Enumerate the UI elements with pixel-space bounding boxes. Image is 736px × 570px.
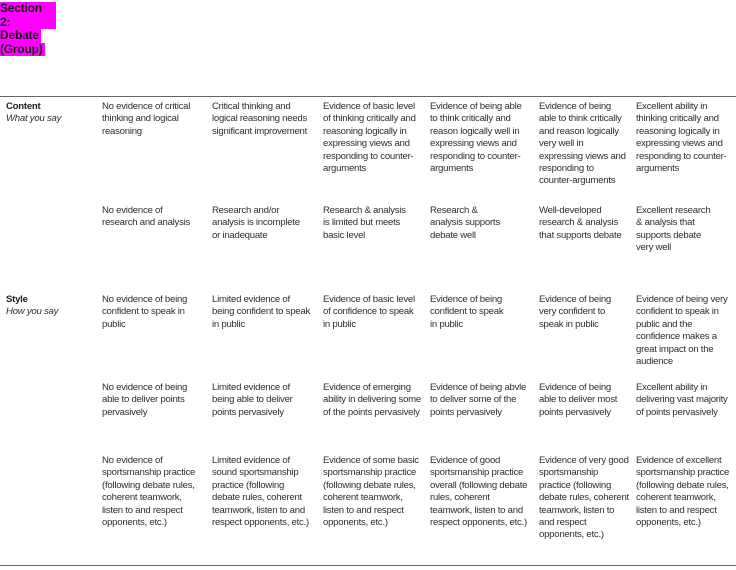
rubric-cell: Evidence of being confident to speak in public <box>430 294 504 330</box>
rubric-cell: Limited evidence of being able to deliver points pervasively <box>212 382 293 418</box>
rubric-cell: No evidence of critical thinking and logical reasoning <box>102 101 191 137</box>
section-title-line: Section 2: <box>0 2 56 29</box>
rubric-cell: No evidence of research and analysis <box>102 205 191 229</box>
category-title: Style <box>6 294 28 305</box>
rubric-cell: Evidence of being able to deliver most points pervasively <box>539 382 618 418</box>
category-style <box>6 294 90 319</box>
rubric-cell: Excellent ability in thinking critically and reasoning logically in expressing views and responding to counter-arguments <box>636 101 727 175</box>
rubric-cell: Well-developed research & analysis that supports debate <box>539 205 622 241</box>
section-title <box>0 2 56 56</box>
rubric-cell: Evidence of being very confident to speak in public <box>539 294 612 330</box>
rubric-cell: Evidence of being able to think critically and reason logically very well in expressing views and responding to counter-arguments <box>539 101 626 187</box>
rubric-cell: Research and/or analysis is incomplete or inadequate <box>212 205 300 241</box>
section-title-line: Debate <box>0 28 39 42</box>
category-subtitle: How you say <box>6 306 59 318</box>
category-title: Content <box>6 101 41 112</box>
rubric-cell: Excellent ability in delivering vast majority of points pervasively <box>636 382 728 418</box>
rubric-cell: No evidence of being confident to speak in public <box>102 294 188 330</box>
rubric-cell: No evidence of sportsmanship practice (following debate rules, coherent teamwork, listen to and respect opponents, etc.) <box>102 455 196 529</box>
rubric-cell: Evidence of good sportsmanship practice overall (following debate rules, coherent teamwork, listen to and respect opponents, etc.) <box>430 455 528 529</box>
rubric-cell: Evidence of basic level of thinking critically and reasoning logically in expressing views and responding to counter-arguments <box>323 101 416 175</box>
table-top-rule <box>0 96 736 97</box>
rubric-cell: Evidence of being able to think critically and reason logically well in expressing views and responding to counter-arguments <box>430 101 522 175</box>
rubric-cell: Evidence of emerging ability in delivering some of the points pervasively <box>323 382 422 418</box>
rubric-cell: Evidence of basic level of confidence to speak in public <box>323 294 415 330</box>
rubric-cell: Research & analysis is limited but meets basic level <box>323 205 406 241</box>
rubric-cell: Excellent research & analysis that supports debate very well <box>636 205 711 254</box>
rubric-cell: Research & analysis supports debate well <box>430 205 500 241</box>
rubric-cell: Evidence of being very confident to speak in public and the confidence makes a great impact on the audience <box>636 294 728 368</box>
table-bottom-rule <box>0 565 736 566</box>
rubric-cell: Evidence of some basic sportsmanship practice (following debate rules, coherent teamwork, listen to and respect opponents, etc.) <box>323 455 419 529</box>
rubric-cell: Evidence of very good sportsmanship practice (following debate rules, coherent teamwork, listen to and respect opponents, etc.) <box>539 455 629 541</box>
rubric-cell: Critical thinking and logical reasoning needs significant improvement <box>212 101 308 137</box>
section-title-line: (Group) <box>0 41 43 56</box>
rubric-cell: Evidence of being abvle to deliver some of the points pervasively <box>430 382 527 418</box>
category-subtitle: What you say <box>6 113 62 125</box>
rubric-cell: Limited evidence of sound sportsmanship practice (following debate rules, coherent teamwork, listen to and respect opponents, etc.) <box>212 455 309 529</box>
rubric-cell: Evidence of excellent sportsmanship practice (following debate rules, coherent teamwork, listen to and respect opponents, etc.) <box>636 455 730 529</box>
rubric-cell: No evidence of being able to deliver points pervasively <box>102 382 188 418</box>
rubric-cell: Limited evidence of being confident to speak in public <box>212 294 311 330</box>
category-content <box>6 101 90 126</box>
